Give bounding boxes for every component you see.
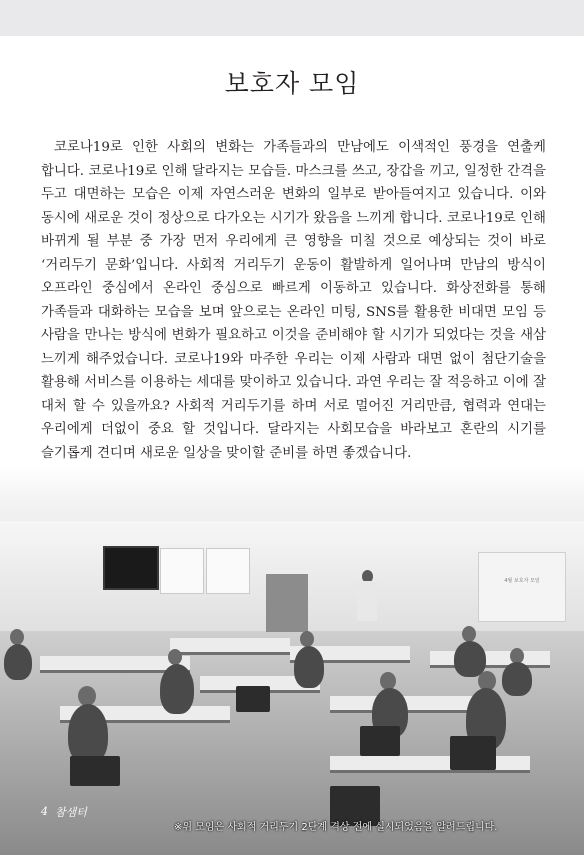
attendee-head [78,686,96,706]
photo-chair [236,686,270,712]
attendee-head [300,631,314,647]
attendee [4,644,32,680]
magazine-logo: 참샘터 [55,806,87,819]
photo-chair [360,726,400,756]
wall-tv [103,546,159,590]
projector-screen [478,552,566,622]
photo-table [330,756,530,773]
page-title: 보호자 모임 [224,69,360,98]
article-body: 코로나19로 인한 사회의 변화는 가족들과의 만남에도 이색적인 풍경을 연출케 합니다. 코로나19로 인해 달라지는 모습들. 마스크를 쓰고, 장갑을 끼고, 일정한 간격을 두고 대면하는 모습은 이제 자연스러운 변화의 일부로 받아들여지고 있습니다. 이와 동시에 새로운 것이 정상으로 다가오는 시기가 왔음을 느끼게 합니다. 코로나19로 인해 바뀌게 될 부분 중 가장 먼저 우리에게 큰 영향을 미칠 것으로 예상되는 것이 바로 ‘거리두기 문화’입니다. 사회적 거리두기 운동이 활발하게 일어나며 만남의 방식이 오프라인 중심에서 온라인 중심으로 빠르게 이동하고 있습니다. 화상전화를 통해 가족들과 대화하는 모습을 보며 앞으로는 온라인 미팅, SNS를 활용한 비대면 모임 등 사람을 만나는 방식에 변화가 필요하고 이것을 준비해야 할 시기가 되었다는 것을 새삼 느끼게 해주었습니다. 코로나19와 마주한 우리는 이제 사람과 대면 없이 첨단기술을 활용해 서비스를 이용하는 세대를 맞이하고 있습니다. 과연 우리는 잘 적응하고 이에 잘 대처 할 수 있을까요? 사회적 거리두기를 하며 서로 멀어진 거리만큼, 협력과 연대는 우리에게 더없이 중요 할 것입니다. 달라지는 사회모습을 바라보고 혼란의 시기를 슬기롭게 견디며 새로운 일상을 맞이할 준비를 하면 좋겠습니다. [41,140,546,461]
photo-door [266,574,308,632]
attendee-head [10,629,24,645]
attendee-head [462,626,476,642]
photo-table [170,638,290,655]
photo-caption: ※위 모임은 사회적 거리두기 2단계 격상 전에 실시되었음을 알려드립니다. [174,822,498,833]
attendee-head [168,649,182,665]
page-number: 4 [41,805,48,818]
top-band [0,0,584,36]
photo-table [430,651,550,668]
photo-chair [450,736,496,770]
speaker [357,581,377,621]
attendee [68,704,108,764]
photo-chair [70,756,120,786]
attendee [160,664,194,714]
attendee [294,646,324,688]
photo-window [206,548,250,594]
projector-screen-text: 4월 보호자 모임 [504,578,540,584]
photo-window [160,548,204,594]
meeting-photo [0,466,584,855]
attendee [502,662,532,696]
